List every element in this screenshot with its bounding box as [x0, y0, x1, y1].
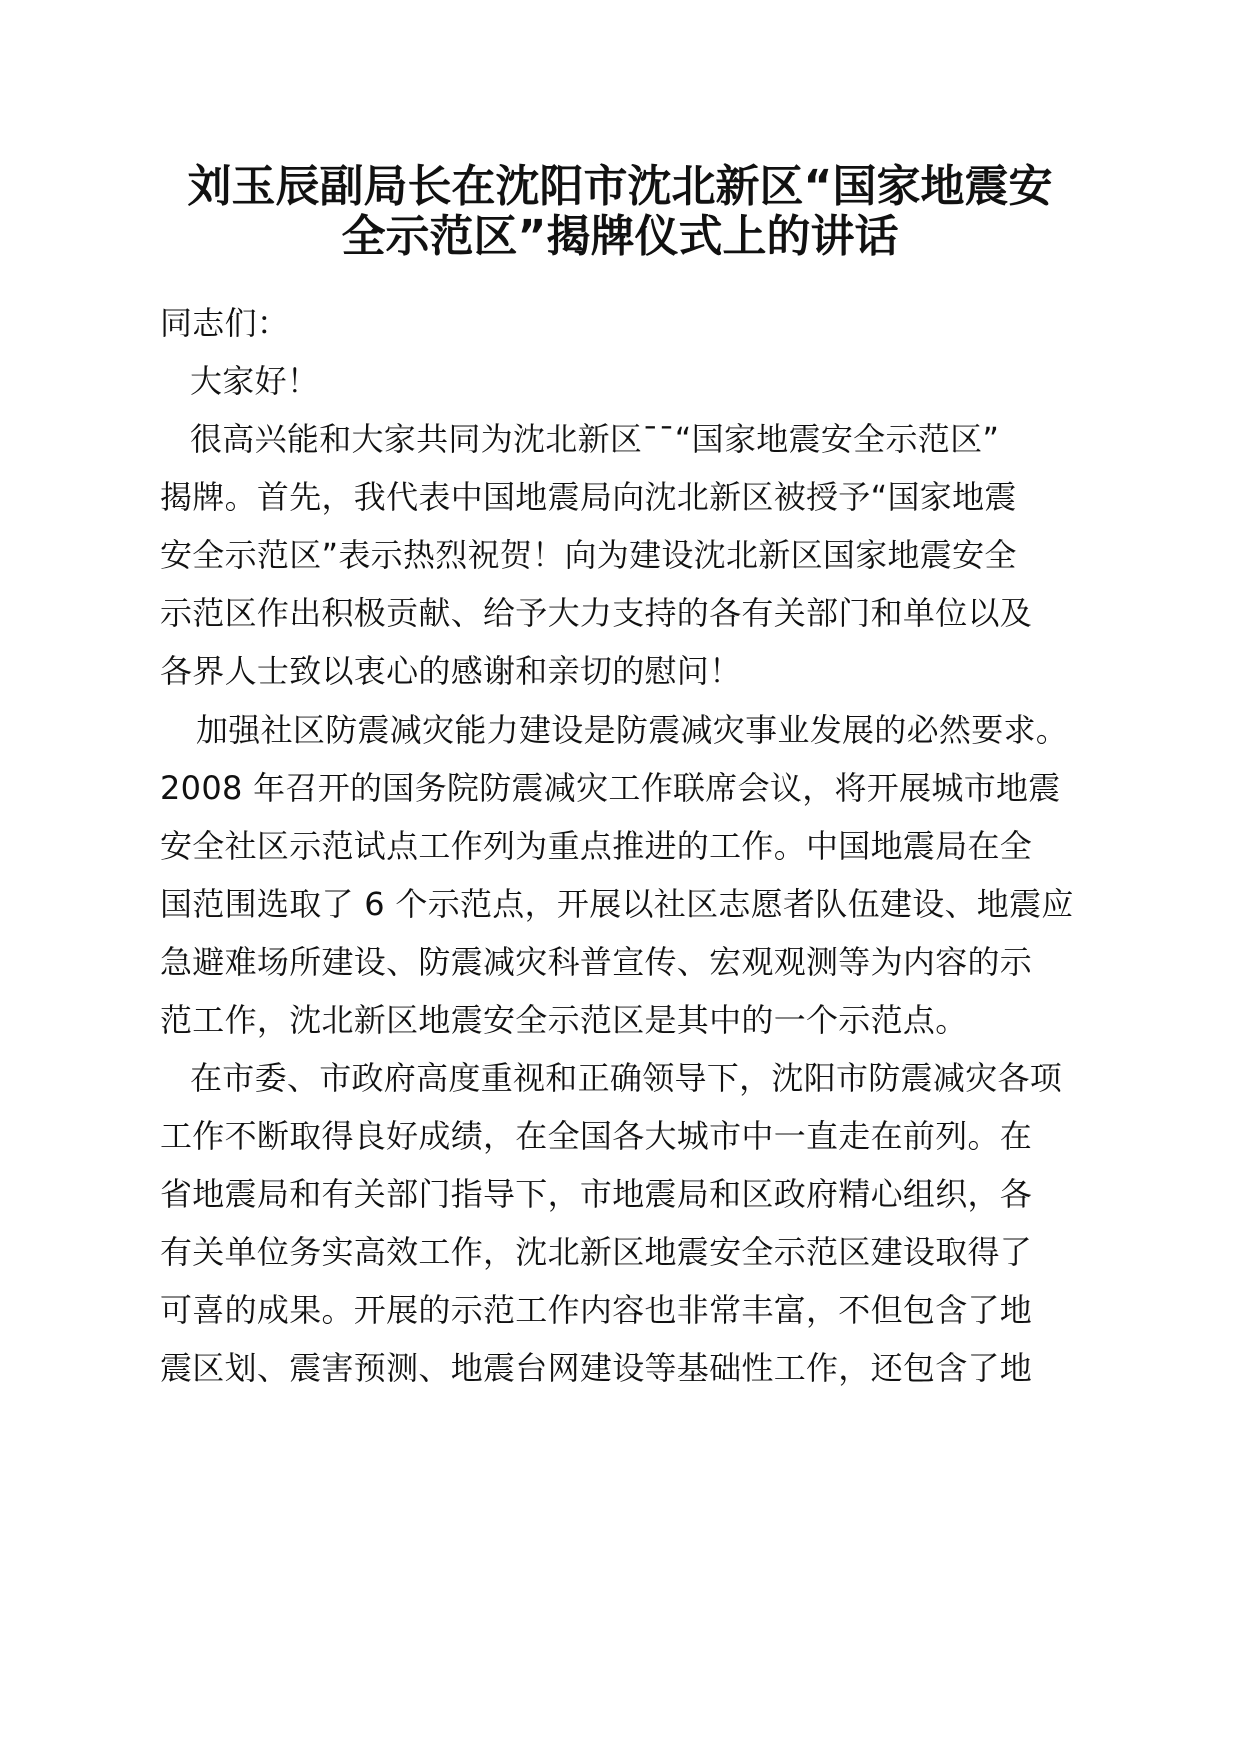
- greeting: 大家好！: [190, 362, 320, 400]
- body-line: 急避难场所建设、防震减灾科普宣传、宏观观测等为内容的示: [160, 943, 1033, 981]
- body-line: 示范区作出积极贡献、给予大力支持的各有关部门和单位以及: [160, 594, 1033, 632]
- title-line-2: 全示范区”揭牌仪式上的讲话: [341, 211, 899, 262]
- body-line: 在市委、市政府高度重视和正确领导下，沈阳市防震减灾各项: [190, 1059, 1063, 1097]
- body-line: 有关单位务实高效工作，沈北新区地震安全示范区建设取得了: [160, 1233, 1033, 1271]
- body-line: 工作不断取得良好成绩，在全国各大城市中一直走在前列。在: [160, 1117, 1033, 1155]
- body-line: 各界人士致以衷心的感谢和亲切的慰问！: [160, 652, 742, 690]
- body-line: 范工作，沈北新区地震安全示范区是其中的一个示范点。: [160, 1001, 968, 1039]
- body-line: 安全示范区”表示热烈祝贺！向为建设沈北新区国家地震安全: [160, 536, 1017, 574]
- body-line: 可喜的成果。开展的示范工作内容也非常丰富，不但包含了地: [160, 1291, 1033, 1329]
- body-line: 国范围选取了 6 个示范点，开展以社区志愿者队伍建设、地震应: [160, 885, 1074, 923]
- body-line: 震区划、震害预测、地震台网建设等基础性工作，还包含了地: [160, 1349, 1033, 1387]
- salutation: 同志们：: [160, 304, 290, 342]
- body-line: 安全社区示范试点工作列为重点推进的工作。中国地震局在全: [160, 827, 1033, 865]
- body-line: 很高兴能和大家共同为沈北新区¯¯“国家地震安全示范区”: [190, 420, 1000, 458]
- body-line: 省地震局和有关部门指导下，市地震局和区政府精心组织，各: [160, 1175, 1033, 1213]
- body-line: 加强社区防震减灾能力建设是防震减灾事业发展的必然要求。: [196, 711, 1069, 749]
- body-line: 2008 年召开的国务院防震减灾工作联席会议，将开展城市地震: [160, 769, 1061, 807]
- body-line: 揭牌。首先，我代表中国地震局向沈北新区被授予“国家地震: [160, 478, 1017, 516]
- title-line-1: 刘玉辰副局长在沈阳市沈北新区“国家地震安: [187, 161, 1053, 212]
